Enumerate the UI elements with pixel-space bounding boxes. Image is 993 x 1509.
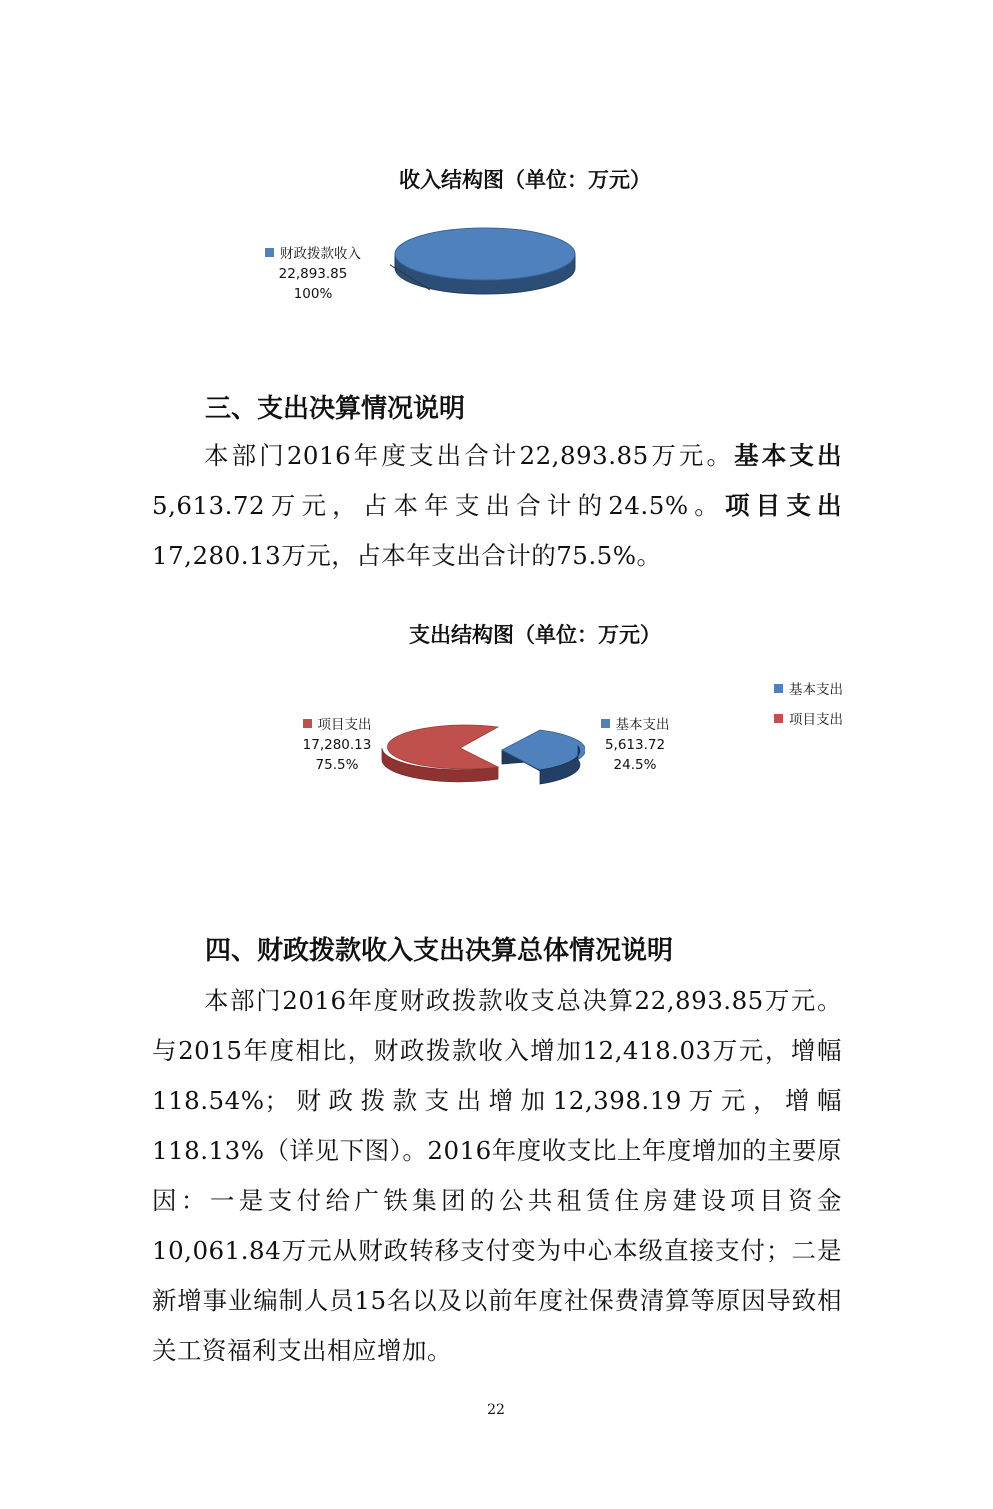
expense-label-basic bbox=[580, 715, 690, 775]
expense-pie-chart bbox=[380, 722, 585, 787]
income-pie-slice-top bbox=[395, 228, 575, 280]
legend-item-project: 项目支出 bbox=[774, 710, 843, 730]
income-data-label bbox=[248, 244, 378, 304]
page-number: 22 bbox=[487, 1402, 505, 1418]
expense-label-project bbox=[282, 715, 392, 775]
income-chart-title: 收入结构图（单位：万元） bbox=[399, 168, 651, 192]
section3-text-2: 5,613.72万元，占本年支出合计的24.5%。 bbox=[152, 491, 725, 520]
project-label-value: 17,280.13 bbox=[302, 737, 372, 753]
income-label-percent: 100% bbox=[293, 286, 333, 302]
section3-heading: 三、支出决算情况说明 bbox=[205, 394, 466, 424]
expense-legend bbox=[774, 680, 843, 730]
section4-paragraph: 本部门2016年度财政拨款收支总决算22,893.85万元。与2015年度相比，财政拨款收入增加12,418.03万元，增幅118.54%；财政拨款支出增加12,398.19万元，增幅118.13%（详见下图）。2016年度收支比上年度增加的主要原因：一是支付给广铁集团的公共租赁住房建设项目资金10,061.84万元从财政转移支付变为中心本级直接支付；二是新增事业编制人员15名以及以前年度社保费清算等原因导致相关工资福利支出相应增加。 bbox=[152, 986, 842, 1365]
income-pie-chart bbox=[390, 220, 590, 300]
project-pie-slice bbox=[388, 725, 498, 769]
basic-swatch bbox=[601, 719, 610, 728]
basic-label-name: 基本支出 bbox=[580, 715, 690, 735]
legend-swatch-project bbox=[774, 714, 783, 723]
project-label-percent: 75.5% bbox=[315, 757, 359, 773]
section3-bold-project: 项目支出 bbox=[724, 491, 842, 520]
section3-text-1: 本部门2016年度支出合计22,893.85万元。 bbox=[204, 441, 735, 470]
income-label-value: 22,893.85 bbox=[278, 266, 348, 282]
expense-chart-title: 支出结构图（单位：万元） bbox=[409, 623, 661, 647]
basic-label-percent: 24.5% bbox=[613, 757, 657, 773]
legend-item-basic: 基本支出 bbox=[774, 680, 843, 700]
legend-swatch-basic bbox=[774, 684, 783, 693]
section3-text-3: 17,280.13万元，占本年支出合计的75.5%。 bbox=[152, 541, 662, 570]
project-swatch bbox=[303, 719, 312, 728]
income-label-name: 财政拨款收入 bbox=[248, 244, 378, 264]
income-legend-swatch bbox=[265, 248, 274, 257]
section3-bold-basic: 基本支出 bbox=[734, 441, 843, 470]
basic-label-value: 5,613.72 bbox=[604, 737, 666, 753]
project-label-name: 项目支出 bbox=[282, 715, 392, 735]
section3-paragraph bbox=[152, 431, 842, 581]
section4-heading: 四、财政拨款收入支出决算总体情况说明 bbox=[205, 936, 674, 966]
